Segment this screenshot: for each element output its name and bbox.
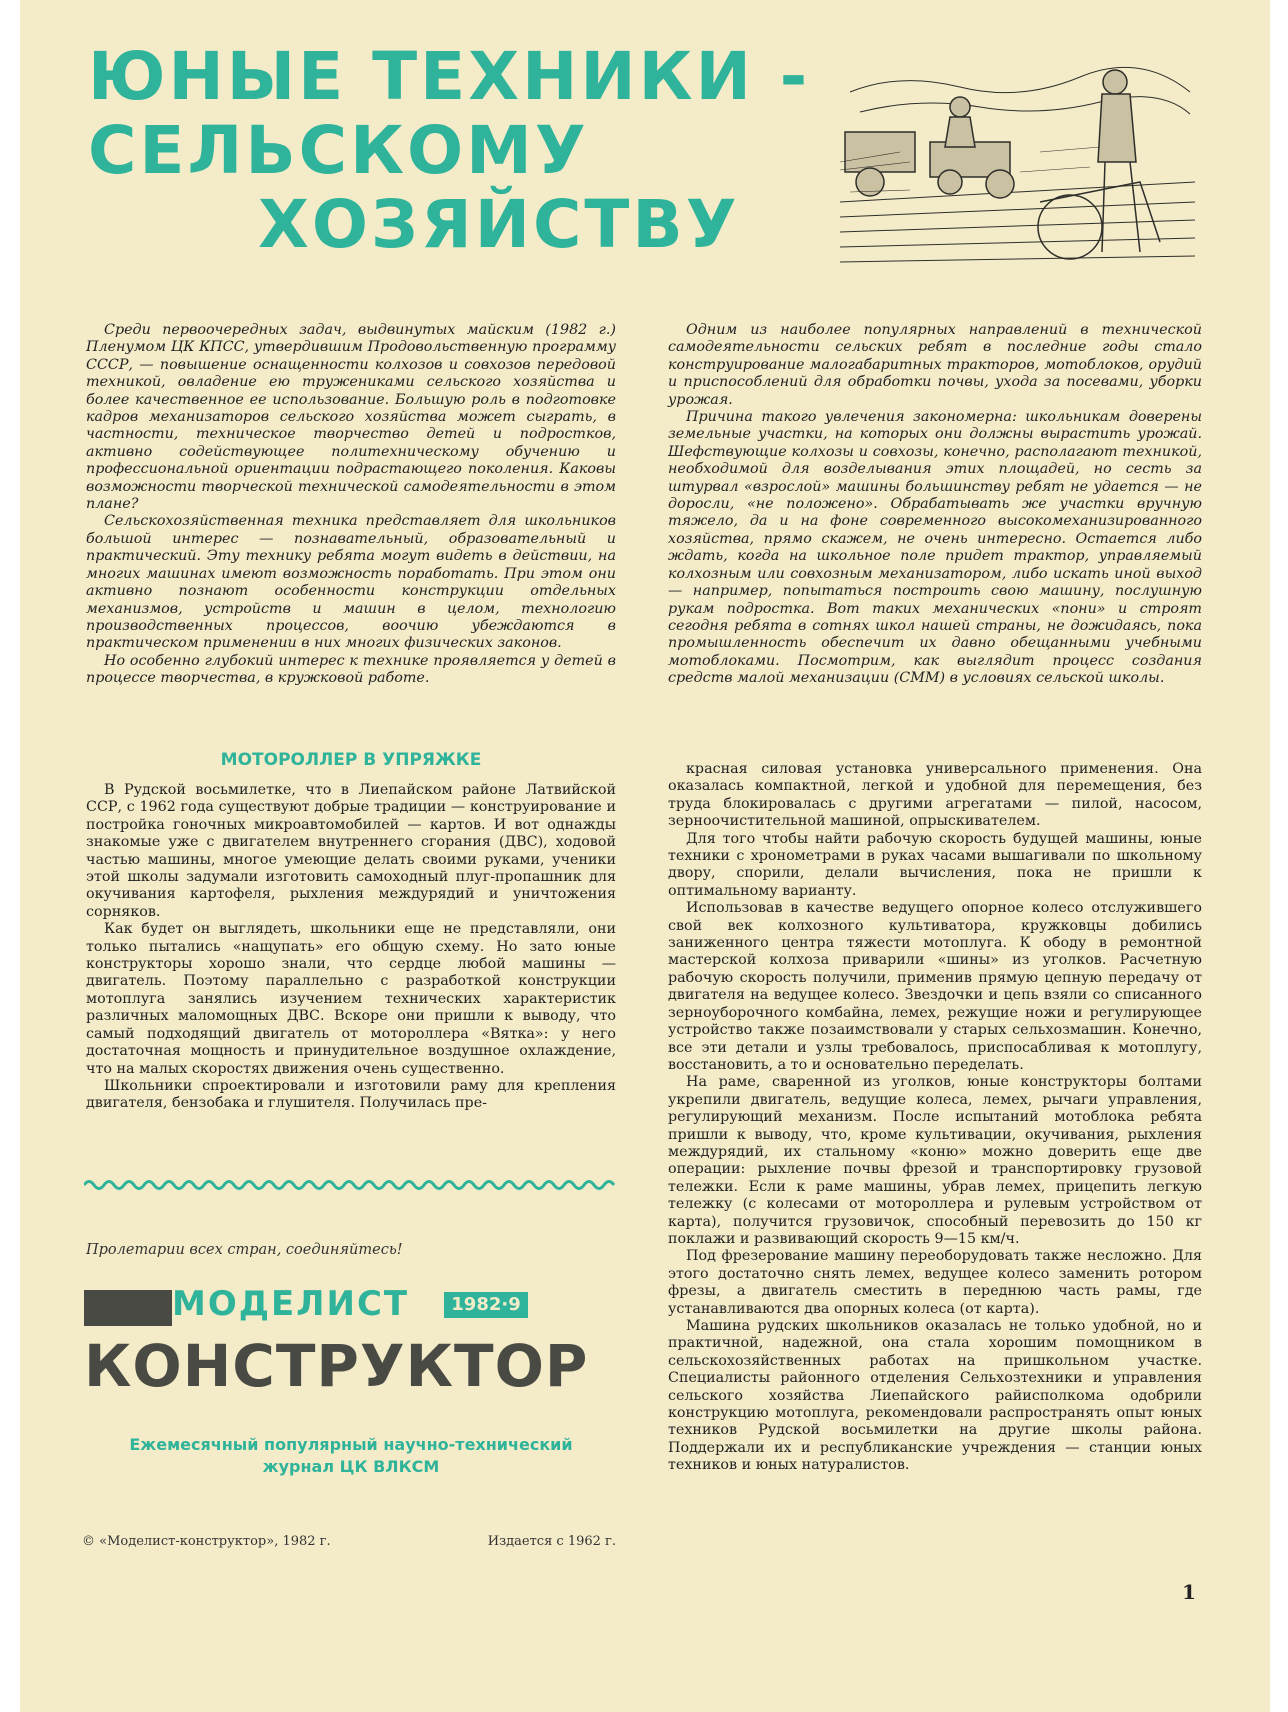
title-line-3: ХОЗЯЙСТВУ	[258, 186, 740, 263]
intro-paragraph: Но особенно глубокий интерес к технике проявляется у детей в процессе творчества, в кружковой работе.	[86, 652, 616, 687]
copyright-line	[82, 1534, 616, 1549]
masthead-top-word: МОДЕЛИСТ	[172, 1284, 410, 1324]
tagline-line-1: Ежемесячный популярный научно-технический	[129, 1435, 573, 1454]
intro-paragraph: Среди первоочередных задач, выдвинутых майским (1982 г.) Пленумом ЦК КПСС, утвердившим Продовольственную программу СССР, — повышение оснащенности колхозов и совхозов передовой техникой, овладение ею тружениками сельского хозяйства и более качественное ее использование. Большую роль в подготовке кадров механизаторов сельского хозяйства может сыграть, в частности, техническое творчество детей и подростков, активно содействующее политехническому обучению и профессиональной ориентации подрастающего поколения. Каковы возможности творческой технической самодеятельности в этом плане?	[86, 322, 616, 513]
magazine-page	[20, 0, 1270, 1712]
article-right-column	[668, 761, 1202, 1475]
intro-left-column	[86, 322, 616, 688]
magazine-tagline	[86, 1434, 616, 1478]
published-since: Издается с 1962 г.	[487, 1534, 616, 1549]
copyright-text: © «Моделист-конструктор», 1982 г.	[82, 1534, 331, 1549]
slogan: Пролетарии всех стран, соединяйтесь!	[86, 1242, 403, 1258]
section-heading: МОТОРОЛЛЕР В УПРЯЖКЕ	[220, 750, 482, 770]
intro-right-column	[668, 322, 1202, 688]
article-paragraph: В Рудской восьмилетке, что в Лиепайском районе Латвийской ССР, с 1962 года существуют добрые традиции — конструирование и постройка гоночных микроавтомобилей — картов. И вот однажды знакомые уже с двигателем внутреннего сгорания (ДВС), ходовой частью машины, многое умеющие делать своими руками, ученики этой школы задумали изготовить самоходный плуг-пропашник для окучивания картофеля, рыхления междурядий и уничтожения сорняков.	[86, 782, 616, 920]
magazine-masthead	[84, 1282, 614, 1410]
article-paragraph: Школьники спроектировали и изготовили раму для крепления двигателя, бензобака и глушителя. Получилась пре-	[86, 1077, 616, 1112]
title-line-2: СЕЛЬСКОМУ	[88, 112, 589, 189]
article-paragraph: Машина рудских школьников оказалась не только удобной, но и практичной, надежной, она стала хорошим помощником в сельскохозяйственных работах на пришкольном участке. Специалисты районного отделения Сельхозтехники и управления сельского хозяйства Лиепайского райисполкома одобрили конструкцию мотоплуга, рекомендовали распространять опыт юных техников Рудской восьмилетки на другие школы района. Поддержали их и республиканские учреждения — станции юных техников и юных натуралистов.	[668, 1318, 1202, 1474]
farm-illustration	[840, 52, 1195, 270]
main-title	[88, 38, 811, 263]
title-line-1: ЮНЫЕ ТЕХНИКИ -	[88, 38, 811, 115]
masthead-bar	[84, 1290, 172, 1326]
page-number: 1	[1182, 1580, 1196, 1604]
intro-paragraph: Причина такого увлечения закономерна: школьникам доверены земельные участки, на которых они должны вырастить урожай. Шефствующие колхозы и совхозы, конечно, располагают техникой, необходимой для возделывания этих площадей, но сесть за штурвал «взрослой» машины большинству ребят не удается — не доросли, «не положено». Обрабатывать же участки вручную тяжело, да и на фоне современного высокомеханизированного хозяйства, прямо скажем, не очень интересно. Остается либо ждать, когда на школьное поле придет трактор, управляемый колхозным или совхозным механизатором, либо искать иной выход — например, попытаться построить свою машину, послушную рукам подростка. Вот таких механических «пони» и строят сегодня ребята в сотнях школ нашей страны, не дожидаясь, пока промышленность обеспечит их давно обещанными учебными мотоблоками. Посмотрим, как выглядит процесс создания средств малой механизации (СММ) в условиях сельской школы.	[668, 409, 1202, 687]
article-paragraph: Для того чтобы найти рабочую скорость будущей машины, юные техники с хронометрами в руках часами вышагивали по школьному двору, спорили, делали вычисления, пока не пришли к оптимальному варианту.	[668, 830, 1202, 899]
article-paragraph: На раме, сваренной из уголков, юные конструкторы болтами укрепили двигатель, ведущие колеса, лемех, рычаги управления, регулирующий механизм. После испытаний мотоблока ребята пришли к выводу, что, кроме культивации, окучивания, рыхления междурядий, их стальному «коню» можно доверить еще две операции: рыхление почвы фрезой и транспортировку грузовой тележки. Если к раме машины, убрав лемех, прицепить легкую тележку (с колесами от мотороллера и рулевым устройством от карта), получится грузовичок, способный перевозить до 150 кг поклажи и развивающий скорость 9—15 км/ч.	[668, 1074, 1202, 1247]
issue-badge: 1982·9	[444, 1292, 528, 1318]
tagline-line-2: журнал ЦК ВЛКСМ	[262, 1457, 440, 1476]
masthead-bottom-word: КОНСТРУКТОР	[84, 1332, 589, 1400]
intro-paragraph: Одним из наиболее популярных направлений в технической самодеятельности сельских ребят в последние годы стало конструирование малогабаритных тракторов, мотоблоков, орудий и приспособлений для обработки почвы, ухода за посевами, уборки урожая.	[668, 322, 1202, 408]
intro-paragraph: Сельскохозяйственная техника представляет для школьников большой интерес — познавательный, образовательный и практический. Эту технику ребята могут видеть в действии, на многих машинах имеют возможность поработать. При этом они активно познают особенности конструкции отдельных механизмов, устройств и машин в целом, технологию производственных процессов, воочию убеждаются в практическом применении в них многих физических законов.	[86, 513, 616, 652]
wave-divider	[84, 1178, 616, 1192]
article-paragraph: красная силовая установка универсального применения. Она оказалась компактной, легкой и удобной для перемещения, без труда блокировалась с другими агрегатами — пилой, насосом, зерноочистительной машиной, опрыскивателем.	[668, 761, 1202, 830]
article-paragraph: Как будет он выглядеть, школьники еще не представляли, они только пытались «нащупать» его общую схему. Но зато юные конструкторы хорошо знали, что сердце любой машины — двигатель. Поэтому параллельно с разработкой конструкции мотоплуга занялись изучением технических характеристик различных маломощных ДВС. Вскоре они пришли к выводу, что самый подходящий двигатель от мотороллера «Вятка»: у него достаточная мощность и принудительное воздушное охлаждение, что на малых скоростях движения очень существенно.	[86, 921, 616, 1077]
article-paragraph: Под фрезерование машину переоборудовать также несложно. Для этого достаточно снять лемех, ведущее колесо заменить ротором фрезы, а двигатель сместить в переднюю часть рамы, где устанавливаются два опорных колеса (от карта).	[668, 1248, 1202, 1317]
article-paragraph: Использовав в качестве ведущего опорное колесо отслужившего свой век колхозного культиватора, кружковцы добились заниженного центра тяжести мотоплуга. К ободу в ремонтной мастерской колхоза приварили «шины» из уголков. Расчетную рабочую скорость получили, применив прямую цепную передачу от двигателя на ведущее колесо. Звездочки и цепь взяли со списанного зерноуборочного комбайна, лемех, режущие ножи и регулирующее устройство также позаимствовали у старых сельхозмашин. Конечно, все эти детали и узлы требовалось, приспосабливая к мотоплугу, восстановить, а то и основательно переделать.	[668, 900, 1202, 1073]
article-left-column	[86, 782, 616, 1113]
